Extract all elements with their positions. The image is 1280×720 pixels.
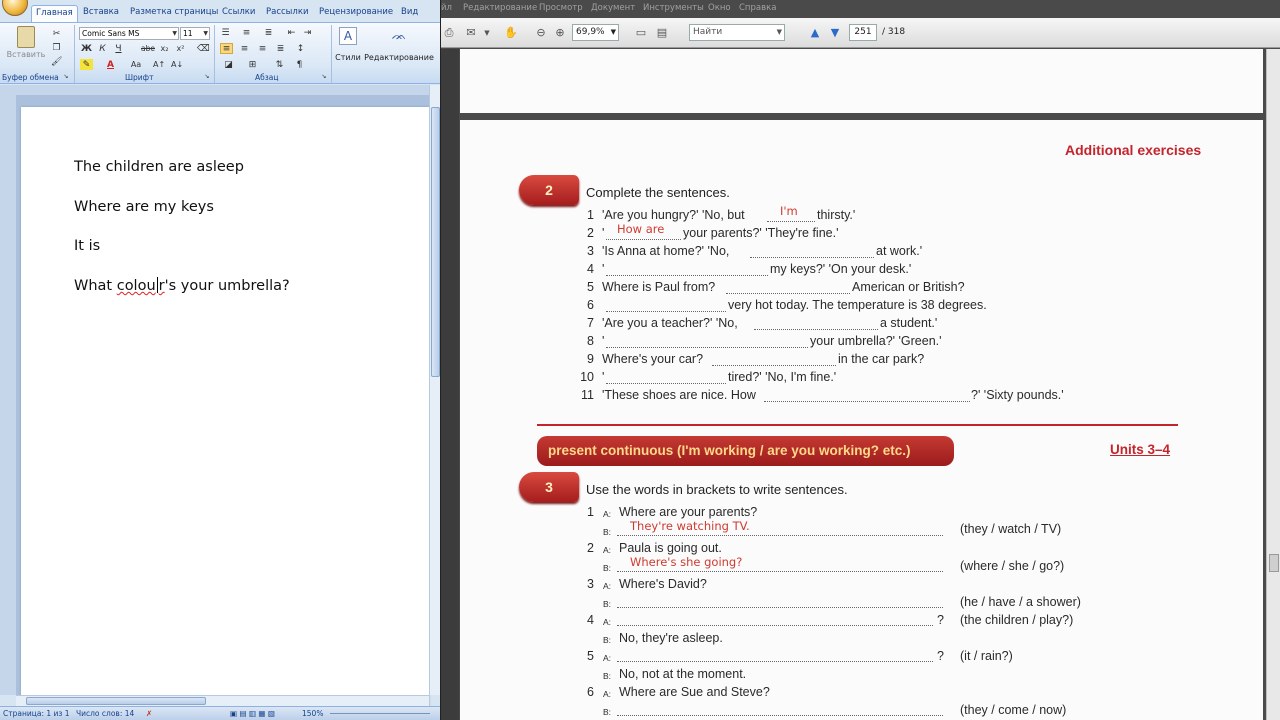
answer-blank <box>754 329 878 330</box>
bracket-hint: (the children / play?) <box>960 613 1074 627</box>
font-size-value: 11 <box>183 29 193 38</box>
scroll-thumb[interactable] <box>431 107 440 377</box>
row-number: 2 <box>587 541 594 555</box>
shrink-font-button[interactable]: A↓ <box>171 60 184 69</box>
row-text: Where are your parents? <box>619 505 758 519</box>
group-separator <box>74 25 75 83</box>
scroll-thumb[interactable] <box>26 697 206 705</box>
row-number: 3 <box>587 244 594 258</box>
tab-page-layout[interactable]: Разметка страницы <box>130 7 219 17</box>
row-number: 3 <box>587 577 594 591</box>
pdf-vertical-scrollbar[interactable] <box>1266 49 1280 720</box>
menu-window[interactable]: Окно <box>708 3 731 13</box>
group-font-label: Шрифт <box>125 73 154 82</box>
bracket-hint: (he / have / a shower) <box>960 595 1081 609</box>
row-text: ' <box>602 370 605 384</box>
justify-icon[interactable]: ≣ <box>276 44 285 54</box>
answer-blank <box>606 239 681 240</box>
answer-blank <box>617 571 943 572</box>
exercise-title: Use the words in brackets to write sentences. <box>586 482 848 497</box>
answer-blank <box>617 661 933 662</box>
row-text: Where are Sue and Steve? <box>619 685 770 699</box>
doc-text: colou <box>116 278 156 294</box>
exercise-title: Complete the sentences. <box>586 185 730 200</box>
find-placeholder: Найти <box>693 27 723 37</box>
strikethrough-button[interactable]: abe <box>141 44 155 53</box>
exercise-number-badge: 2 <box>519 175 579 205</box>
row-text: Where's David? <box>619 577 707 591</box>
answer-blank <box>617 607 943 608</box>
font-name-value: Comic Sans MS <box>82 29 140 38</box>
scroll-thumb[interactable] <box>1269 554 1279 572</box>
row-text: ? <box>937 649 944 663</box>
row-text: my keys?' 'On your desk.' <box>770 262 912 276</box>
decrease-indent-icon[interactable]: ⇤ <box>287 28 296 38</box>
tab-mailings[interactable]: Рассылки <box>266 7 309 17</box>
menu-help[interactable]: Справка <box>739 3 777 13</box>
handwritten-answer: They're watching TV. <box>630 519 750 533</box>
paste-label: Вставить <box>6 50 46 59</box>
answer-blank <box>617 715 943 716</box>
group-separator <box>214 25 215 83</box>
section-title: Additional exercises <box>1065 142 1202 158</box>
row-number: 11 <box>581 388 594 402</box>
vertical-ruler[interactable] <box>0 85 16 695</box>
row-text: 'Are you a teacher?' 'No, <box>602 316 738 330</box>
fit-width-icon[interactable]: ▤ <box>656 26 668 39</box>
row-text: your umbrella?' 'Green.' <box>810 334 942 348</box>
doc-line: Where are my keys <box>74 199 214 215</box>
row-text: your parents?' 'They're fine.' <box>683 226 839 240</box>
editing-label: Редактирование <box>364 53 434 62</box>
tab-references[interactable]: Ссылки <box>222 7 256 17</box>
speaker-a-label: A: <box>603 617 612 627</box>
borders-icon[interactable]: ⊞ <box>248 60 257 70</box>
group-paragraph-label: Абзац <box>255 73 279 82</box>
row-text: 'These shoes are nice. How <box>602 388 756 402</box>
exercise-number-badge: 3 <box>519 472 579 502</box>
row-text: No, they're asleep. <box>619 631 723 645</box>
pdf-page-current <box>460 120 1263 720</box>
bracket-hint: (they / watch / TV) <box>960 522 1062 536</box>
change-case-button[interactable]: Aa <box>130 60 142 69</box>
row-number: 1 <box>587 208 594 222</box>
page-number-input[interactable]: 251 <box>849 24 877 41</box>
hand-tool-icon[interactable]: ✋ <box>504 26 518 39</box>
zoom-level[interactable]: 150% <box>302 709 324 718</box>
chevron-down-icon[interactable]: ▼ <box>776 28 782 36</box>
styles-label: Стили <box>335 53 361 62</box>
speaker-b-label: B: <box>603 527 612 537</box>
menu-edit-partial[interactable]: йл <box>441 3 452 13</box>
answer-blank <box>764 401 970 402</box>
chevron-down-icon[interactable]: ▼ <box>484 29 490 37</box>
paragraph-launcher-icon[interactable]: ↘ <box>321 73 327 80</box>
bold-button[interactable]: Ж <box>81 44 93 54</box>
align-right-icon[interactable]: ≡ <box>258 44 267 54</box>
font-name-combo[interactable] <box>79 27 179 40</box>
speaker-b-label: B: <box>603 599 612 609</box>
pdf-viewer-window <box>441 0 1280 720</box>
multilevel-list-icon[interactable]: ≣ <box>264 28 273 38</box>
email-icon[interactable]: ✉ <box>466 26 476 39</box>
tab-insert[interactable]: Вставка <box>83 7 120 17</box>
proofing-icon[interactable]: ✗ <box>146 709 153 718</box>
row-text: ' <box>602 334 605 348</box>
speaker-a-label: A: <box>603 509 612 519</box>
pdf-navigation-panel[interactable] <box>441 49 459 720</box>
page-count[interactable]: Страница: 1 из 1 <box>3 709 70 718</box>
next-page-icon[interactable]: ▼ <box>830 26 840 39</box>
underline-button[interactable]: Ч <box>115 44 122 54</box>
row-text: in the car park? <box>838 352 925 366</box>
page-total: / 318 <box>882 27 906 37</box>
view-buttons[interactable]: ▣ ▤ ▥ ▦ ▧ <box>230 709 275 718</box>
status-bar <box>0 706 440 720</box>
align-center-icon[interactable]: ≡ <box>240 44 249 54</box>
row-number: 8 <box>587 334 594 348</box>
pdf-page-previous <box>460 49 1263 113</box>
answer-blank <box>712 365 836 366</box>
horizontal-ruler[interactable] <box>16 85 429 95</box>
document-page[interactable] <box>21 107 429 707</box>
speaker-a-label: A: <box>603 689 612 699</box>
sort-icon[interactable]: ⇅ <box>275 60 284 70</box>
previous-page-icon[interactable]: ▲ <box>810 26 820 39</box>
answer-blank <box>767 221 815 222</box>
zoom-value: 69,9% <box>576 27 605 37</box>
paste-button[interactable] <box>6 26 46 68</box>
row-text: American or British? <box>852 280 965 294</box>
row-number: 2 <box>587 226 594 240</box>
row-text: very hot today. The temperature is 38 degrees. <box>728 298 987 312</box>
menu-view[interactable]: Просмотр <box>539 3 583 13</box>
row-text: 'Are you hungry?' 'No, but <box>602 208 745 222</box>
zoom-out-icon[interactable]: ⊖ <box>536 26 546 39</box>
row-number: 4 <box>587 613 594 627</box>
row-text: ' <box>602 262 605 276</box>
clear-formatting-icon[interactable]: ⌫ <box>197 44 210 54</box>
font-size-combo[interactable] <box>180 27 210 40</box>
chevron-down-icon[interactable]: ▼ <box>610 28 616 36</box>
fit-page-icon[interactable]: ▭ <box>635 26 647 39</box>
line-spacing-icon[interactable]: ↕ <box>296 44 305 54</box>
speaker-b-label: B: <box>603 635 612 645</box>
copy-icon[interactable]: ❐ <box>52 43 61 53</box>
grow-font-button[interactable]: A↑ <box>153 60 166 69</box>
highlight-icon[interactable]: ✎ <box>80 59 93 70</box>
row-number: 6 <box>587 685 594 699</box>
text-caret <box>157 277 158 293</box>
answer-blank <box>606 347 808 348</box>
tab-home[interactable]: Главная <box>31 5 78 23</box>
menu-document[interactable]: Документ <box>591 3 636 13</box>
answer-blank <box>617 535 943 536</box>
row-text: ' <box>602 226 605 240</box>
clipboard-launcher-icon[interactable]: ↘ <box>63 73 69 80</box>
ribbon-tabs <box>0 5 440 23</box>
doc-line: It is <box>74 238 101 254</box>
row-text: Where is Paul from? <box>602 280 716 294</box>
shading-icon[interactable]: ◪ <box>224 60 233 70</box>
menu-tools[interactable]: Инструменты <box>643 3 704 13</box>
answer-blank <box>726 293 850 294</box>
row-number: 1 <box>587 505 594 519</box>
answer-blank <box>606 311 726 312</box>
row-text: No, not at the moment. <box>619 667 747 681</box>
find-input[interactable] <box>689 24 785 41</box>
show-marks-icon[interactable]: ¶ <box>296 60 303 70</box>
subscript-button[interactable]: x₂ <box>160 44 169 53</box>
numbering-icon[interactable]: ≡ <box>242 28 251 38</box>
italic-button[interactable]: К <box>99 44 106 54</box>
font-launcher-icon[interactable]: ↘ <box>204 73 210 80</box>
speaker-a-label: A: <box>603 581 612 591</box>
row-text: at work.' <box>876 244 923 258</box>
tab-review[interactable]: Рецензирование <box>319 7 394 17</box>
row-text: ?' 'Sixty pounds.' <box>971 388 1064 402</box>
handwritten-answer: Where's she going? <box>630 555 743 569</box>
row-text: ? <box>937 613 944 627</box>
handwritten-answer: How are <box>617 222 665 236</box>
answer-blank <box>606 275 768 276</box>
align-left-icon[interactable]: ≡ <box>220 43 233 54</box>
row-number: 6 <box>587 298 594 312</box>
doc-text: 's your umbrella? <box>164 278 290 294</box>
units-link[interactable]: Units 3–4 <box>1110 442 1171 457</box>
chevron-down-icon[interactable]: ▼ <box>172 30 177 37</box>
superscript-button[interactable]: x² <box>176 44 185 53</box>
ribbon <box>0 22 440 84</box>
row-number: 5 <box>587 280 594 294</box>
bracket-hint: (they / come / now) <box>960 703 1067 717</box>
speaker-a-label: A: <box>603 653 612 663</box>
row-number: 5 <box>587 649 594 663</box>
row-number: 10 <box>580 370 594 384</box>
pdf-toolbar <box>441 18 1280 48</box>
increase-indent-icon[interactable]: ⇥ <box>303 28 312 38</box>
doc-line: The children are asleep <box>74 159 244 175</box>
zoom-in-icon[interactable]: ⊕ <box>555 26 565 39</box>
editing-button[interactable] <box>364 27 434 62</box>
group-clipboard-label: Буфер обмена <box>2 73 59 82</box>
section-heading-bar: present continuous (I'm working / are you working? etc.) <box>537 436 954 466</box>
answer-blank <box>617 625 933 626</box>
font-color-icon[interactable]: A <box>107 60 114 70</box>
misspelled-word <box>117 278 165 294</box>
row-text: 'Is Anna at home?' 'No, <box>602 244 730 258</box>
print-icon[interactable]: ⎙ <box>444 26 454 39</box>
bracket-hint: (where / she / go?) <box>960 559 1065 573</box>
speaker-b-label: B: <box>603 671 612 681</box>
doc-text: r <box>158 278 165 294</box>
doc-text: What <box>74 278 117 294</box>
row-text: thirsty.' <box>817 208 856 222</box>
row-text: Paula is going out. <box>619 541 722 555</box>
word-count[interactable]: Число слов: 14 <box>76 709 135 718</box>
zoom-slider[interactable] <box>330 713 430 714</box>
bullets-icon[interactable]: ☰ <box>221 28 230 38</box>
tab-view[interactable]: Вид <box>401 7 419 17</box>
row-text: a student.' <box>880 316 938 330</box>
horizontal-scrollbar[interactable] <box>16 695 429 706</box>
row-number: 7 <box>587 316 594 330</box>
handwritten-answer: I'm <box>780 204 798 218</box>
answer-blank <box>606 383 726 384</box>
binoculars-icon: ᨏ <box>391 28 407 42</box>
cut-icon[interactable]: ✂ <box>52 29 61 39</box>
vertical-scrollbar[interactable] <box>429 85 440 695</box>
menu-edit[interactable]: Редактирование <box>463 3 538 13</box>
answer-blank <box>750 257 874 258</box>
styles-icon: A <box>339 27 357 45</box>
zoom-combo[interactable] <box>572 24 619 41</box>
speaker-b-label: B: <box>603 563 612 573</box>
group-separator <box>331 25 332 83</box>
clipboard-icon <box>17 26 35 48</box>
row-text: tired?' 'No, I'm fine.' <box>728 370 837 384</box>
row-number: 9 <box>587 352 594 366</box>
chevron-down-icon[interactable]: ▼ <box>203 30 208 37</box>
row-number: 4 <box>587 262 594 276</box>
word-window <box>0 0 440 720</box>
bracket-hint: (it / rain?) <box>960 649 1013 663</box>
speaker-b-label: B: <box>603 707 612 717</box>
doc-line <box>74 277 290 294</box>
styles-button[interactable] <box>334 27 362 62</box>
format-painter-icon[interactable]: 🖌 <box>51 57 63 67</box>
section-divider <box>537 424 1178 426</box>
speaker-a-label: A: <box>603 545 612 555</box>
row-text: Where's your car? <box>602 352 704 366</box>
document-area <box>16 95 429 695</box>
